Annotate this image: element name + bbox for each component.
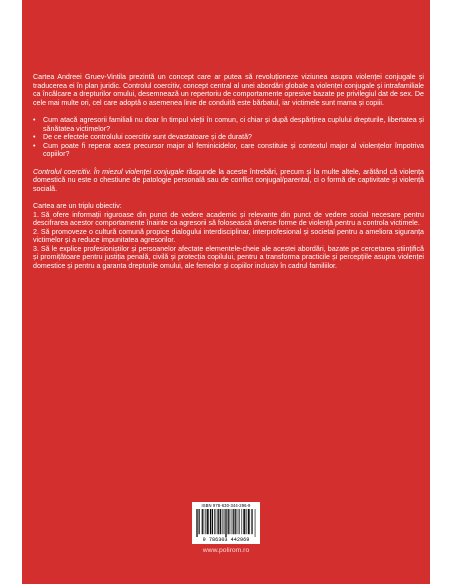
objective-text: Să le explice profesioniștilor și persoanelor afectate elementele-cheie ale acestei abordări, bazate pe cercetarea științifică și promițătoare pentru justiția penală, civilă și protecția copilului, pentru a transforma practicile și percepțiile asupra violenței domestice și pentru a garanta drepturile omului, ale femeilor și copiilor inclusiv în cadrul familiilor.	[33, 244, 424, 271]
objectives-list	[33, 211, 424, 271]
answer-text: răspunde la aceste întrebări, precum și la multe altele, arătând că violența domestică nu este o chestiune de patologie personală sau de conflict conjugal/parental, ci o formă de captivitate și violență socială.	[33, 167, 424, 193]
list-item	[33, 211, 424, 228]
objective-number: 2.	[33, 227, 39, 236]
questions-list	[33, 116, 424, 159]
list-item: • Cum atacă agresorii familiali nu doar în timpul vieții în comun, ci chiar și după despărțirea cuplului drepturile, libertatea și sănătatea victimelor?	[33, 116, 424, 133]
list-item	[33, 228, 424, 245]
objective-number: 3.	[33, 244, 39, 253]
list-item: • Cum poate fi reperat acest precursor major al feminicidelor, care constituie și contextul major al violențelor împotriva copiilor?	[33, 142, 424, 159]
list-item	[33, 245, 424, 271]
back-cover	[22, 0, 430, 584]
blurb	[33, 73, 424, 271]
objective-text: Să promoveze o cultură comună propice dialogului interdisciplinar, interprofesional și societal pentru a ameliora siguranța victimelor și a reduce impunitatea agresorilor.	[33, 227, 424, 245]
intro-paragraph: Cartea Andreei Gruev-Vintila prezintă un concept care ar putea să revoluționeze viziunea asupra violenței conjugale și traducerea ei în plan juridic. Controlul coercitiv, concept central al unei abordări globale a violenței conjugale și intrafamiliale ca încălcare a drepturilor omului, desemnează un repertoriu de comportamente opresive bazate pe privilegiul dat de sex. De cele mai multe ori, cel care adoptă o asemenea linie de conduită este bărbatul, iar victimele sunt mama și copiii.	[33, 73, 424, 107]
barcode-label	[192, 502, 260, 544]
isbn-text: ISBN 978-630-344-296-9	[201, 503, 251, 508]
book-title: Controlul coercitiv. În miezul violenței conjugale	[33, 167, 184, 176]
list-item: • De ce efectele controlului coercitiv sunt devastatoare și de durată?	[33, 133, 424, 142]
answer-paragraph	[33, 168, 424, 194]
barcode-digits: 9 786303 442969	[202, 537, 250, 543]
barcode-icon	[196, 509, 256, 537]
publisher-website: www.polirom.ro	[202, 547, 250, 554]
objectives-intro: Cartea are un triplu obiectiv:	[33, 201, 122, 210]
objective-text: Să ofere informații riguroase din punct de vedere academic și relevante din punct de vedere social necesare pentru descifrarea acestor comportamente înainte ca agresorii să folosească diverse forme de violență pentru a controla victimele.	[33, 210, 424, 228]
objective-number: 1.	[33, 210, 39, 219]
